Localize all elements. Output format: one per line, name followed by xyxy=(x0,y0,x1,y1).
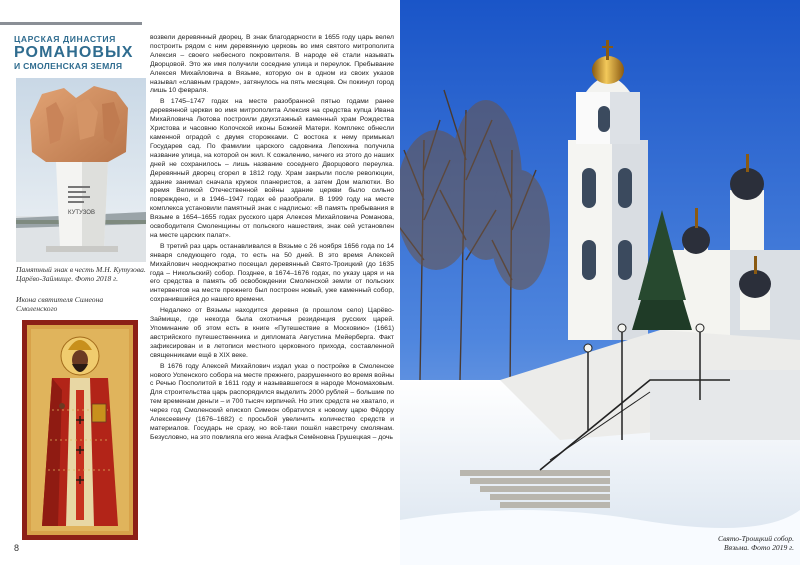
cathedral-photo xyxy=(400,0,800,565)
section-header xyxy=(14,34,134,71)
monument-caption: Памятный знак в честь М.Н. Кутузова. Царёво-Займище. Фото 2018 г. xyxy=(16,265,146,284)
paragraph: Недалеко от Вязьмы находится деревня (в прошлом село) Царёво-Займище, где некогда была охотничья резиденция русских царей. Упоминание об этом есть в книге «Путешествие в Московию» (1661) австрийского путешественника и дипломата Августина Мейерберга. Факт зафиксирован и в летописи местного церковного прихода, составленной священниками ещё в XIX веке. xyxy=(150,307,394,359)
paragraph: В третий раз царь останавливался в Вязьме с 26 ноября 1656 года по 14 января следующего года, то есть на 50 дней. В это время Алексей Михайлович неоднократно посещал деревянный Свято-Троицкий (до 1635 года – Никольский) собор. Позднее, в 1674–1676 годах, по указу царя и на его средства в память об освобождении Смоленской земли от польских интервентов на месте прежнего был построен новый, уже каменный собор, сохранившийся до нашего времени. xyxy=(150,242,394,304)
saint-icon-image xyxy=(22,320,138,540)
header-line-2: РОМАНОВЫХ xyxy=(14,44,134,61)
article-text xyxy=(150,34,394,445)
paragraph: В 1676 году Алексей Михайлович издал указ о постройке в Смоленске нового Успенского собора на месте прежнего, разрушенного во время войны с Речью Посполитой в 1611 году и называвшегося в народе Мономаховым. Для строительства царь распорядился выделить 2000 рублей – большие по тем временам деньги – и 700 тысяч кирпичей. Но этих средств не хватало, и через год Смоленский епископ Симеон обратился к новому царю Фёдору Алексеевичу (1676–1682) с просьбой увеличить количество средств и материалов. Государь не сразу, но всё-таки пошёл навстречу смолянам. Безусловно, на это повлияла его жена Агафья Семёновна Грушецкая – дочь xyxy=(150,362,394,441)
paragraph: В 1745–1747 годах на месте разобранной пятью годами ранее деревянной церкви во имя митрополита Алексия на средства купца Ивана Михайловича Лютова построили двухэтажный каменный храм Рождества Христова и часовню Колочской иконы Божией Матери. Комплекс обнесли каменной оградой с двумя сторожками. С востока к нему примыкал Государев сад. По фамилии царского садовника Лепохина получила название улица, на которой он жил. К сожалению, ничего из этого до наших дней не сохранилось – лишь название соседнего Дворцового переулка. Деревянный дворец сгорел в 1812 году. Храм закрыли после революции, здание занимал сначала кружок планеристов, а затем Дом малютки. Во время Великой Отечественной войны здание церкви было сильно повреждено, и в 1946–1947 годах её разобрали. В 1999 году на месте комплекса установили памятный знак с надписью: «В память пребывания в Вязьме в 1654–1655 годах русского царя Алексея Михайловича Романова, освободителя Смоленщины от польского нашествия, знак сей установлен на месте царских палат». xyxy=(150,98,394,239)
header-line-3: И СМОЛЕНСКАЯ ЗЕМЛЯ xyxy=(14,61,123,71)
header-line-1: ЦАРСКАЯ ДИНАСТИЯ xyxy=(14,34,116,44)
cathedral-caption: Свято-Троицкий собор. Вязьма. Фото 2019 г. xyxy=(718,534,794,552)
paragraph: возвели деревянный дворец. В знак благодарности в 1655 году царь велел построить рядом с ним деревянную церковь во имя святого митрополита Алексия – своего небесного покровителя. В народе её стали называть Дворцовой. Это же имя получили соседние улица и переулок. Пребывание Алексея Михайловича в Вязьме, которую он в одном из своих указов называл «славным градом», затянулось на пять месяцев. Он покинул город лишь 10 февраля. xyxy=(150,34,394,95)
monument-inscription: КУТУЗОВ xyxy=(68,210,95,216)
icon-caption: Икона святителя Симеона Смоленского xyxy=(16,295,104,314)
monument-photo xyxy=(16,78,146,262)
header-rule xyxy=(0,22,142,25)
page-number: 8 xyxy=(14,543,20,553)
